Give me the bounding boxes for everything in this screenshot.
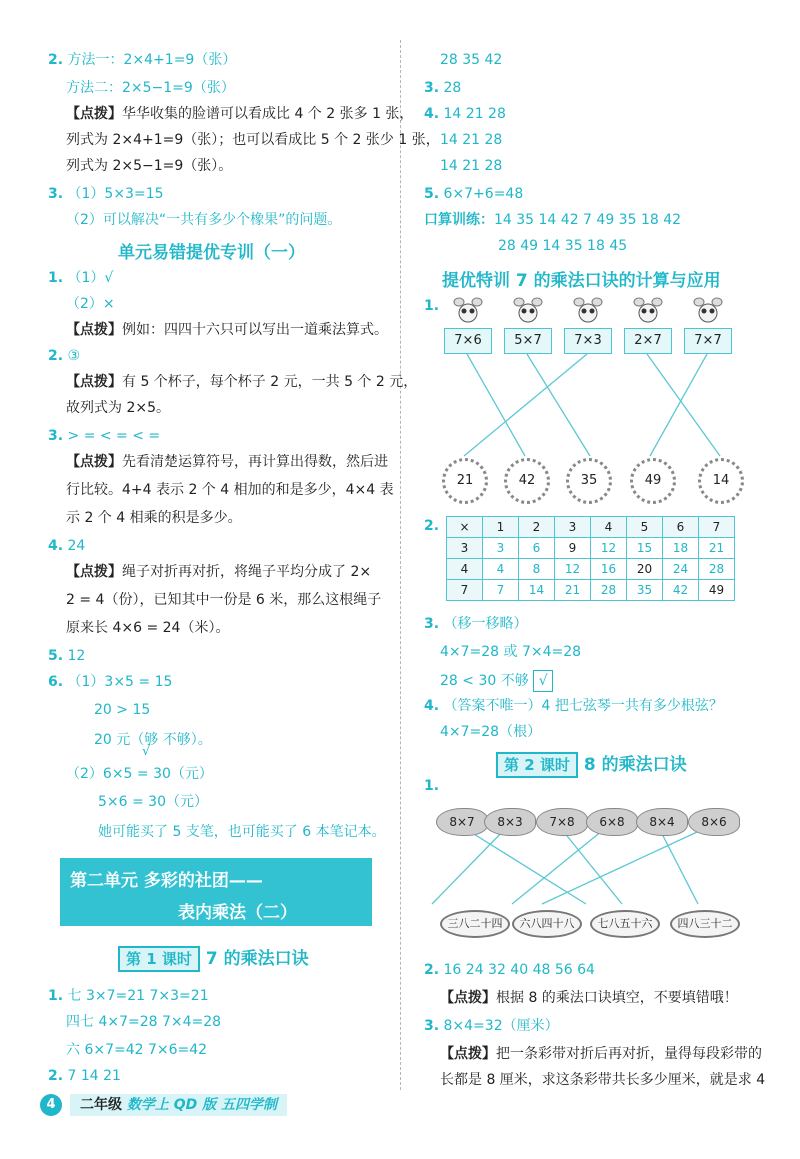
expression-card: 7×3 xyxy=(564,328,612,354)
answer-line: 3. （移一移略） xyxy=(424,616,528,632)
answer-line: 5. 12 xyxy=(48,648,86,664)
table-row xyxy=(447,517,735,538)
table-cell: 2 xyxy=(519,517,555,538)
tip-line: 行比较。4+4 表示 2 个 4 相加的和是多少，4×4 表 xyxy=(66,482,394,498)
flower-answer: 14 xyxy=(698,458,744,504)
table-cell: 7 xyxy=(699,517,735,538)
expression-card: 7×6 xyxy=(444,328,492,354)
answer-line: 20 元（够 不够）。 xyxy=(94,732,212,748)
plate-answer: 三八二十四 xyxy=(440,910,510,938)
tip-line: 【点拨】有 5 个杯子，每个杯子 2 元，一共 5 个 2 元， xyxy=(66,374,418,390)
flower-answer: 21 xyxy=(442,458,488,504)
table-cell: 5 xyxy=(627,517,663,538)
fish-card: 8×4 xyxy=(636,808,688,836)
expression-card: 2×7 xyxy=(624,328,672,354)
fish-card: 6×8 xyxy=(586,808,638,836)
tip-line: 【点拨】把一条彩带对折后再对折，量得每段彩带的 xyxy=(440,1046,762,1062)
tip-line: 列式为 2×4+1=9（张）；也可以看成比 5 个 2 张少 1 张， xyxy=(66,132,440,148)
plate-answer: 四八三十二 xyxy=(670,910,740,938)
table-row xyxy=(447,538,735,559)
table-cell: 4 xyxy=(483,559,519,580)
question-number: 1. xyxy=(424,778,440,794)
table-cell: 21 xyxy=(699,538,735,559)
answer-line: （2）× xyxy=(66,296,115,312)
table-cell: 21 xyxy=(555,580,591,601)
answer-line: 六 6×7=42 7×6=42 xyxy=(66,1042,208,1058)
tip-line: 【点拨】例如：四四十六只可以写出一道乘法算式。 xyxy=(66,322,388,338)
section-heading: 单元易错提优专训（一） xyxy=(118,243,305,263)
question-number: 2. xyxy=(424,518,440,534)
flower-answer: 42 xyxy=(504,458,550,504)
flower-answer: 35 xyxy=(566,458,612,504)
answer-line: （2）可以解决“一共有多少个橡果”的问题。 xyxy=(66,212,342,228)
page-number: 4 xyxy=(40,1094,62,1116)
answer-line: 方法二：2×5−1=9（张） xyxy=(66,80,235,96)
plate-answer: 六八四十八 xyxy=(512,910,582,938)
answer-line: 2. 7 14 21 xyxy=(48,1068,121,1084)
answer-line: 3. 8×4=32（厘米） xyxy=(424,1018,559,1034)
table-row xyxy=(447,580,735,601)
answer-line: 4. （答案不唯一）4 把七弦琴一共有多少根弦？ xyxy=(424,698,723,714)
lesson-heading: 第 2 课时 8 的乘法口诀 xyxy=(496,750,687,778)
table-cell: 24 xyxy=(663,559,699,580)
fish-card: 7×8 xyxy=(536,808,588,836)
table-cell: 4 xyxy=(591,517,627,538)
tip-line: 【点拨】先看清楚运算符号，再计算出得数，然后进 xyxy=(66,454,388,470)
flower-answer: 49 xyxy=(630,458,676,504)
table-cell: 3 xyxy=(555,517,591,538)
unit-title-line1: 第二单元 多彩的社团—— xyxy=(70,871,263,891)
tip-line: 【点拨】华华收集的脸谱可以看成比 4 个 2 张多 1 张， xyxy=(66,106,414,122)
fish-card: 8×3 xyxy=(484,808,536,836)
answer-line: 3. 28 xyxy=(424,80,462,96)
table-cell: 28 xyxy=(699,559,735,580)
answer-line: 4×7=28（根） xyxy=(440,724,542,740)
table-cell: 42 xyxy=(663,580,699,601)
table-cell: 35 xyxy=(627,580,663,601)
table-cell: 9 xyxy=(555,538,591,559)
tip-line: 长都是 8 厘米，求这条彩带共长多少厘米，就是求 4 xyxy=(440,1072,766,1088)
answer-line: 20 > 15 xyxy=(94,702,151,718)
section-heading: 提优特训 7 的乘法口诀的计算与应用 xyxy=(442,271,721,291)
answer-line: 4. 14 21 28 xyxy=(424,106,506,122)
footer-book-info: 二年级 数学上 QD 版 五四学制 xyxy=(70,1094,287,1116)
answer-line: 2. ③ xyxy=(48,348,81,364)
tip-line: 列式为 2×5−1=9（张）。 xyxy=(66,158,233,174)
table-cell: 3 xyxy=(447,538,483,559)
tip-line: 【点拨】根据 8 的乘法口诀填空，不要填错哦！ xyxy=(440,990,738,1006)
answer-line: 14 21 28 xyxy=(440,158,503,174)
table-row xyxy=(447,559,735,580)
table-cell: 14 xyxy=(519,580,555,601)
answer-line: 3. > = < = < = xyxy=(48,428,161,444)
answer-line: 口算训练：14 35 14 42 7 49 35 18 42 xyxy=(424,212,682,228)
tip-line: 2 = 4（份），已知其中一份是 6 米，那么这根绳子 xyxy=(66,592,382,608)
answer-line: 3. （1）5×3=15 xyxy=(48,186,164,202)
table-cell: 12 xyxy=(591,538,627,559)
answer-line: 2. 16 24 32 40 48 56 64 xyxy=(424,962,595,978)
answer-line: 4. 24 xyxy=(48,538,86,554)
answer-line: 四七 4×7=28 7×4=28 xyxy=(66,1014,222,1030)
lesson-heading: 第 1 课时 7 的乘法口诀 xyxy=(118,944,309,972)
unit-title-line2: 表内乘法（二） xyxy=(178,903,297,923)
table-cell: 3 xyxy=(483,538,519,559)
tip-line: 示 2 个 4 相乘的积是多少。 xyxy=(66,510,242,526)
unit-title-banner xyxy=(60,858,372,926)
check-mark: √ xyxy=(142,744,151,759)
table-cell: 4 xyxy=(447,559,483,580)
table-cell: 16 xyxy=(591,559,627,580)
table-cell: 18 xyxy=(663,538,699,559)
table-cell: 6 xyxy=(663,517,699,538)
answer-line: 4×7=28 或 7×4=28 xyxy=(440,644,582,660)
table-cell: 8 xyxy=(519,559,555,580)
table-cell: × xyxy=(447,517,483,538)
answer-line: 她可能买了 5 支笔，也可能买了 6 本笔记本。 xyxy=(98,824,386,840)
table-cell: 7 xyxy=(483,580,519,601)
answer-line: 1. （1）√ xyxy=(48,270,114,286)
question-number: 1. xyxy=(424,298,440,314)
table-cell: 28 xyxy=(591,580,627,601)
table-cell: 15 xyxy=(627,538,663,559)
table-cell: 49 xyxy=(699,580,735,601)
answer-line: 5. 6×7+6=48 xyxy=(424,186,524,202)
tip-line: 【点拨】绳子对折再对折，将绳子平均分成了 2× xyxy=(66,564,372,580)
multiplication-table xyxy=(446,516,735,601)
tip-line: 故列式为 2×5。 xyxy=(66,400,170,416)
answer-line: 28 35 42 xyxy=(440,52,503,68)
answer-line: 5×6 = 30（元） xyxy=(98,794,208,810)
plate-answer: 七八五十六 xyxy=(590,910,660,938)
answer-line: 2. 方法一：2×4+1=9（张） xyxy=(48,52,237,68)
table-cell: 7 xyxy=(447,580,483,601)
fish-card: 8×6 xyxy=(688,808,740,836)
answer-line: 14 21 28 xyxy=(440,132,503,148)
answer-line: 28 49 14 35 18 45 xyxy=(498,238,628,254)
answer-line: （2）6×5 = 30（元） xyxy=(66,766,213,782)
answer-line: 28 < 30 不够 √ xyxy=(440,670,553,692)
expression-card: 7×7 xyxy=(684,328,732,354)
table-cell: 1 xyxy=(483,517,519,538)
table-cell: 6 xyxy=(519,538,555,559)
expression-card: 5×7 xyxy=(504,328,552,354)
fish-card: 8×7 xyxy=(436,808,488,836)
tip-line: 原来长 4×6 = 24（米）。 xyxy=(66,620,230,636)
answer-line: 6. （1）3×5 = 15 xyxy=(48,674,173,690)
table-cell: 20 xyxy=(627,559,663,580)
answer-line: 1. 七 3×7=21 7×3=21 xyxy=(48,988,209,1004)
table-cell: 12 xyxy=(555,559,591,580)
